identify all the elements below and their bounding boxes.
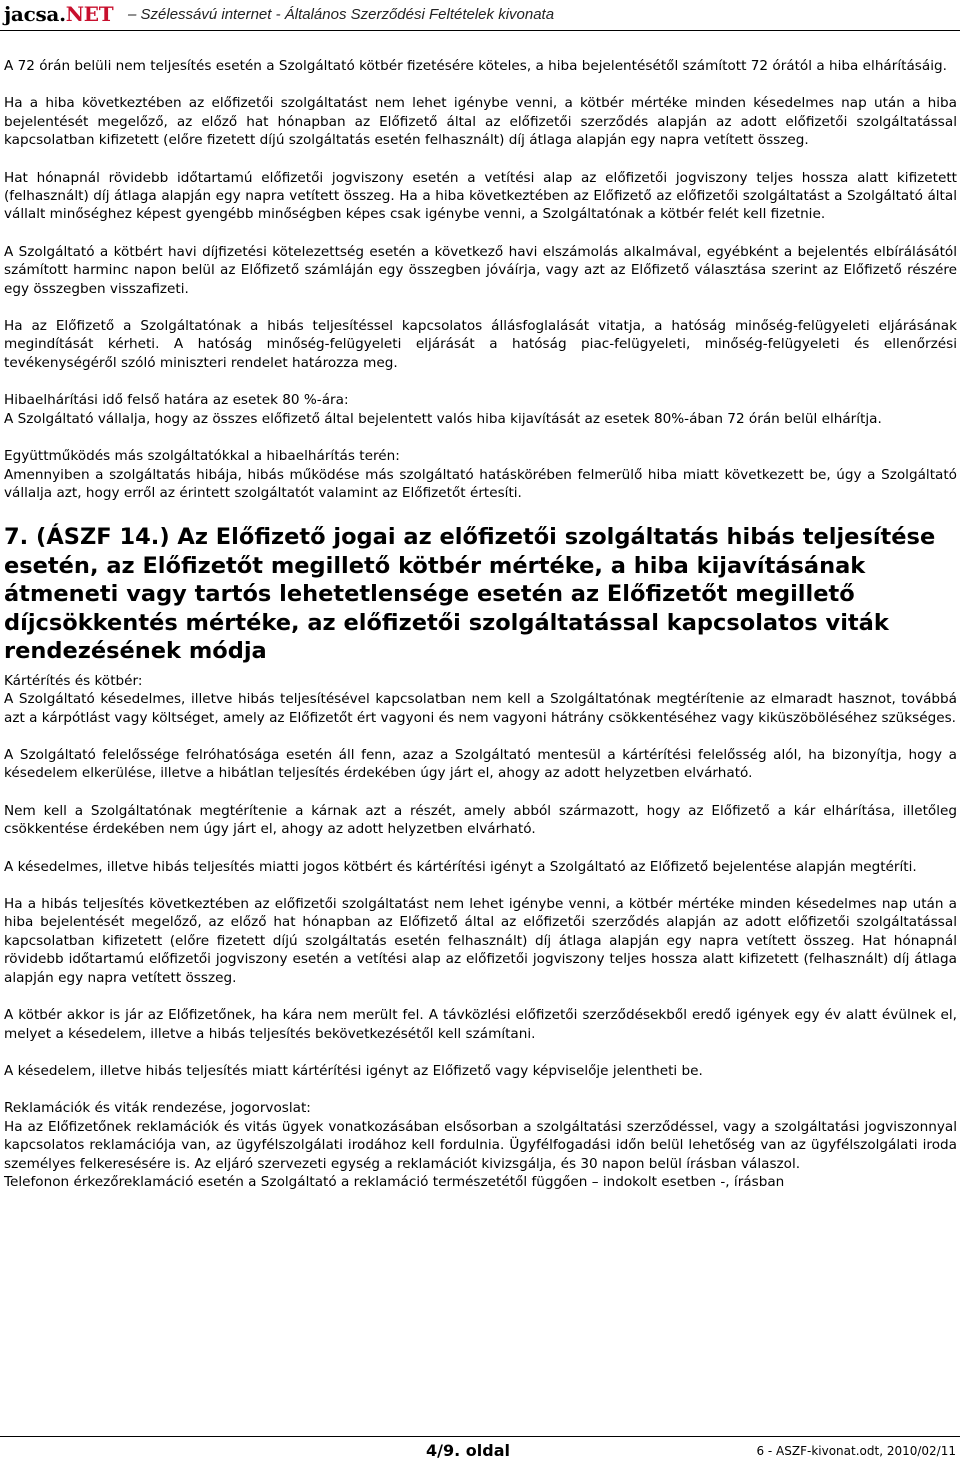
paragraph: A késedelmes, illetve hibás teljesítés miatti jogos kötbért és kártérítési igényt a Szolgáltató az Előfizető bejelentése alapján megtéríti. bbox=[4, 858, 917, 875]
paragraph: A Szolgáltató vállalja, hogy az összes előfizető által bejelentett valós hiba kijavítását az esetek 80%-ában 72 órán belül elhárítja. bbox=[4, 410, 882, 427]
paragraph: Telefonon érkezőreklamáció esetén a Szolgáltató a reklamáció természetétől függően – indokolt esetben -, írásban bbox=[4, 1173, 785, 1190]
section-label: Kártérítés és kötbér: bbox=[4, 672, 143, 689]
document-body bbox=[4, 57, 957, 1191]
jacsa-logo: jacsa.NET bbox=[4, 2, 114, 26]
header-title: – Szélessávú internet - Általános Szerződési Feltételek kivonata bbox=[128, 6, 555, 23]
section-label: Együttműködés más szolgáltatókkal a hibaelhárítás terén: bbox=[4, 448, 400, 465]
paragraph: A Szolgáltató késedelmes, illetve hibás teljesítésével kapcsolatban nem kell a Szolgáltatónak megtérítenie az elmaradt hasznot, továbbá azt a kárpótlást vagy költséget, amely az Előfizetőt ért vagyoni és nem vagyoni hátrány csökkentéséhez vagy kiküszöböléséhez szükséges. bbox=[4, 691, 957, 726]
paragraph: Ha a hiba következtében az előfizetői szolgáltatást nem lehet igénybe venni, a kötbér mértéke minden késedelmes nap után a hiba bejelentését megelőző, az előző hat hónapban az Előfizető által az előfizetői szerződés alapján az adott előfizetői szolgáltatással kapcsolatban kifizetett (előre fizetett díjú szolgáltatás esetén felhasznált) díj átlaga alapján egy napra vetített összeg. bbox=[4, 95, 957, 149]
page-header bbox=[0, 0, 960, 31]
paragraph: A kötbér akkor is jár az Előfizetőnek, ha kára nem merült fel. A távközlési előfizetői szerződésekből eredő igények egy év alatt évülnek el, melyet a késedelem, illetve a hibás teljesítés bekövetkezésétől kell számítani. bbox=[4, 1007, 957, 1042]
page-footer bbox=[0, 1436, 960, 1464]
page-number: 4/9. oldal bbox=[426, 1441, 510, 1460]
paragraph: A Szolgáltató a kötbért havi díjfizetési kötelezettség esetén a következő havi elszámolás alkalmával, egyébként a bejelentés elbírálásától számított harminc napon belül az Előfizető számláján egy összegben jóváírja, vagy azt az Előfizető választása szerint az Előfizető részére egy összegben visszafizeti. bbox=[4, 243, 957, 297]
paragraph: A késedelem, illetve hibás teljesítés miatt kártérítési igényt az Előfizető vagy képviselője jelentheti be. bbox=[4, 1062, 703, 1079]
section-heading: 7. (ÁSZF 14.) Az Előfizető jogai az előfizetői szolgáltatás hibás teljesítése esetén, az Előfizetőt megillető kötbér mértéke, a hiba kijavításának átmeneti vagy tartós lehetetlensége esetén az Előfizetőt megillető díjcsökkentés mértéke, az előfizetői szolgáltatással kapcsolatos viták rendezésének módja bbox=[4, 524, 936, 665]
paragraph: A 72 órán belüli nem teljesítés esetén a Szolgáltató kötbér fizetésére köteles, a hiba bejelentésétől számított 72 órától a hiba elhárításáig. bbox=[4, 58, 947, 74]
paragraph: Ha a hibás teljesítés következtében az előfizetői szolgáltatást nem lehet igénybe venni, a kötbér mértéke minden késedelmes nap után a hiba bejelentését megelőző, az előző hat hónapban az Előfizető által az előfizetői szerződés alapján az adott előfizetői szolgáltatással kapcsolatban kifizetett (előre fizetett díjú szolgáltatás esetén felhasznált) díj átlaga alapján egy napra vetített összeg. Hat hónapnál rövidebb időtartamú előfizetői jogviszony esetén a vetítési alap az előfizetői jogviszony teljes hossza alatt kifizetett (felhasznált) díj átlaga alapján egy napra vetített összeg. bbox=[4, 896, 957, 986]
section-label: Hibaelhárítási idő felső határa az esetek 80 %-ára: bbox=[4, 392, 349, 409]
section-label: Reklamációk és viták rendezése, jogorvoslat: bbox=[4, 1100, 311, 1117]
paragraph: Hat hónapnál rövidebb időtartamú előfizetői jogviszony esetén a vetítési alap az előfizetői jogviszony teljes hossza alatt kifizetett (felhasznált) díj átlaga alapján egy napra vetített összeg. Ha a hiba következtében az Előfizető az előfizetői szolgáltatást a Szolgáltató által vállalt minőséghez képest gyengébb minőségben képes csak igénybe venni, a Szolgáltatónak a kötbér felét kell fizetnie. bbox=[4, 169, 957, 223]
paragraph: Amennyiben a szolgáltatás hibája, hibás működése más szolgáltató hatáskörében felmerülő hiba miatt következett be, úgy a Szolgáltató vállalja azt, hogy erről az érintett szolgáltatót valamint az Előfizetőt értesíti. bbox=[4, 466, 957, 501]
paragraph: A Szolgáltató felelőssége felróhatósága esetén áll fenn, azaz a Szolgáltató mentesül a kártérítési felelősség alól, ha bizonyítja, hogy a késedelem elkerülése, illetve a hibátlan teljesítés érdekében úgy járt el, ahogy az adott helyzetben elvárható. bbox=[4, 747, 957, 782]
file-info: 6 - ASZF-kivonat.odt, 2010/02/11 bbox=[756, 1444, 956, 1458]
paragraph: Nem kell a Szolgáltatónak megtérítenie a kárnak azt a részét, amely abból származott, hogy az Előfizető a kár elhárítása, illetőleg csökkentése érdekében nem úgy járt el, ahogy az adott helyzetben elvárható. bbox=[4, 802, 957, 838]
paragraph: Ha az Előfizetőnek reklamációk és vitás ügyek vonatkozásában elsősorban a szolgáltatási szerződéssel, vagy a szolgáltatási jogviszonnyal kapcsolatos reklamációja van, az ügyfélszolgálati irodához kell fordulnia. Ügyfélfogadási időn belül lehetőség van az ügyfélszolgálati iroda személyes felkeresésére is. Az eljáró szervezeti egység a reklamációt kivizsgálja, és 30 napon belül írásban válaszol. bbox=[4, 1118, 957, 1172]
paragraph: Ha az Előfizető a Szolgáltatónak a hibás teljesítéssel kapcsolatos állásfoglalását vitatja, a hatóság minőség-felügyeleti eljárásának megindítását kérheti. A hatóság minőség-felügyeleti eljárását a hatóság piac-felügyeleti, minőség-felügyeleti és ellenőrzési tevékenységéről szóló miniszteri rendelet határozza meg. bbox=[4, 318, 957, 371]
